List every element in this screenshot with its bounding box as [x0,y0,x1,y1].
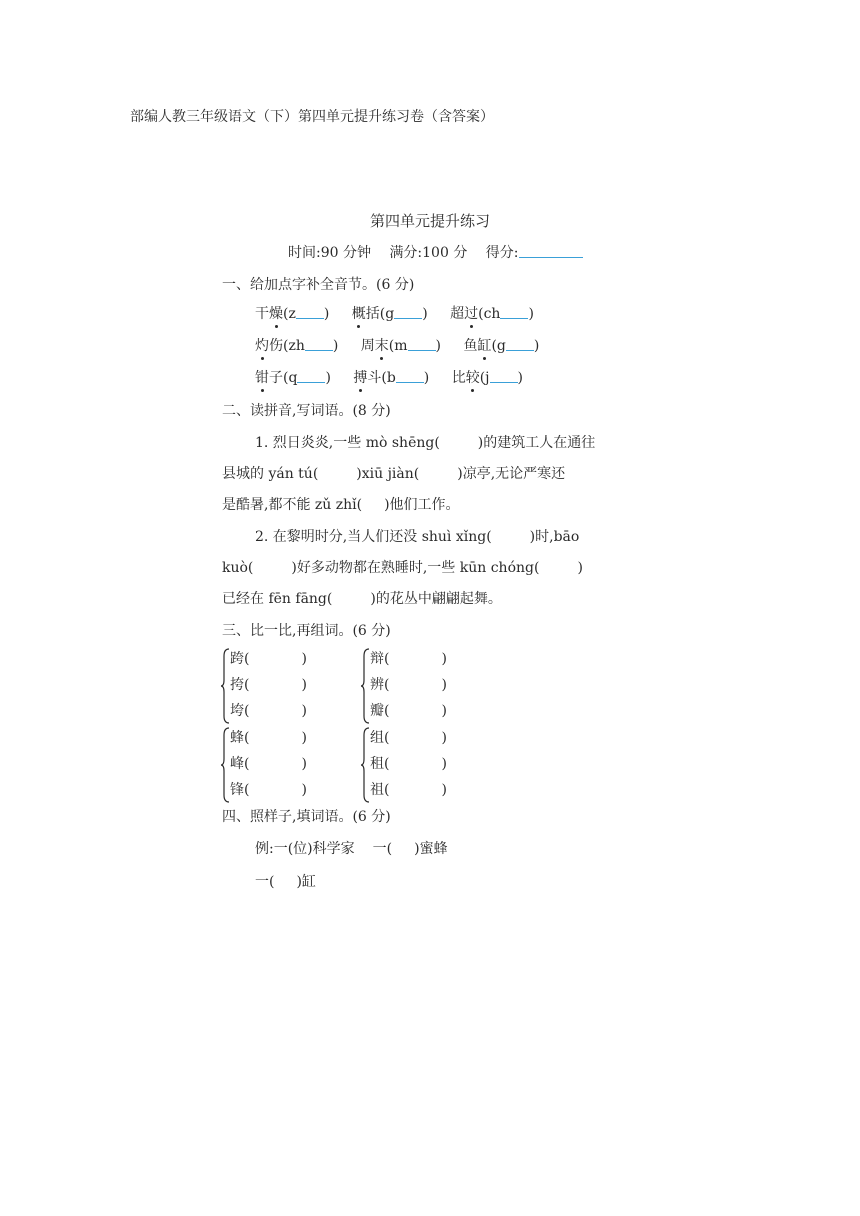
score-label: 得分: [485,245,519,261]
compare-item: 蜂( ) [230,730,307,746]
compare-item: 垮( ) [230,703,307,719]
compare-group [220,648,320,726]
sec1-item: 周末(m ) [361,335,441,355]
sec1-item: 灼伤(zh ) [255,335,338,355]
sec4-question-row: 一( )缸 [255,874,316,890]
sec1-item: 钳子(q ) [255,367,331,387]
sec2-para2-line3: 已经在 fēn fāng( )的花丛中翩翩起舞。 [222,591,502,607]
sec1-row [255,335,557,355]
brace-icon [360,648,370,724]
brace-icon [220,648,230,724]
answer-blank[interactable] [297,370,325,383]
answer-blank[interactable] [408,338,436,351]
section-4-title: 四、照样子,填词语。(6 分) [222,809,391,825]
sec1-item: 搏斗(b ) [353,367,429,387]
sec1-item: 概括(g ) [352,303,428,323]
compare-item: 跨( ) [230,651,307,667]
brace-icon [360,727,370,803]
sec1-item: 鱼缸(g ) [463,335,539,355]
sec2-para1-line2: 县城的 yán tú( )xiū jiàn( )凉亭,无论严寒还 [222,466,566,482]
answer-blank[interactable] [305,338,333,351]
answer-blank[interactable] [394,306,422,319]
answer-blank[interactable] [490,370,518,383]
compare-item: 祖( ) [370,782,447,798]
answer-blank[interactable] [500,306,528,319]
compare-item: 租( ) [370,756,447,772]
exam-meta [288,242,583,262]
document-title: 部编人教三年级语文（下）第四单元提升练习卷（含答案） [130,109,494,125]
sec4-example: 例:一(位)科学家 [255,841,355,857]
sec1-item: 比较(j ) [452,367,523,387]
brace-icon [220,727,230,803]
answer-blank[interactable] [396,370,424,383]
compare-item: 瓣( ) [370,703,447,719]
compare-item: 组( ) [370,730,447,746]
compare-item: 辩( ) [370,651,447,667]
compare-group [360,727,460,805]
sec2-para2-line2: kuò( )好多动物都在熟睡时,一些 kūn chóng( ) [222,560,583,576]
page-heading: 第四单元提升练习 [369,212,490,230]
compare-group [220,727,320,805]
compare-item: 锋( ) [230,782,307,798]
compare-item: 峰( ) [230,756,307,772]
full-score-label: 满分:100 分 [389,245,468,261]
time-label: 时间:90 分钟 [288,245,371,261]
compare-group [360,648,460,726]
compare-item: 挎( ) [230,677,307,693]
sec1-item: 超过(ch ) [450,303,534,323]
compare-item: 辨( ) [370,677,447,693]
sec2-para1-line3: 是酷暑,都不能 zǔ zhǐ( )他们工作。 [222,497,460,513]
sec2-para1-line1: 1. 烈日炎炎,一些 mò shēng( )的建筑工人在通往 [255,435,596,451]
section-3-title: 三、比一比,再组词。(6 分) [222,623,391,639]
section-2-title: 二、读拼音,写词语。(8 分) [222,403,391,419]
sec1-row [255,303,552,323]
sec1-row [255,367,541,387]
sec2-para2-line1: 2. 在黎明时分,当人们还没 shuì xǐng( )时,bāo [255,529,580,545]
sec1-item: 干燥(z ) [255,303,329,323]
score-blank[interactable] [519,245,583,258]
answer-blank[interactable] [506,338,534,351]
sec4-example-row: 例:一(位)科学家 一( )蜜蜂 [255,841,448,857]
section-1-title: 一、给加点字补全音节。(6 分) [222,277,415,293]
answer-blank[interactable] [296,306,324,319]
